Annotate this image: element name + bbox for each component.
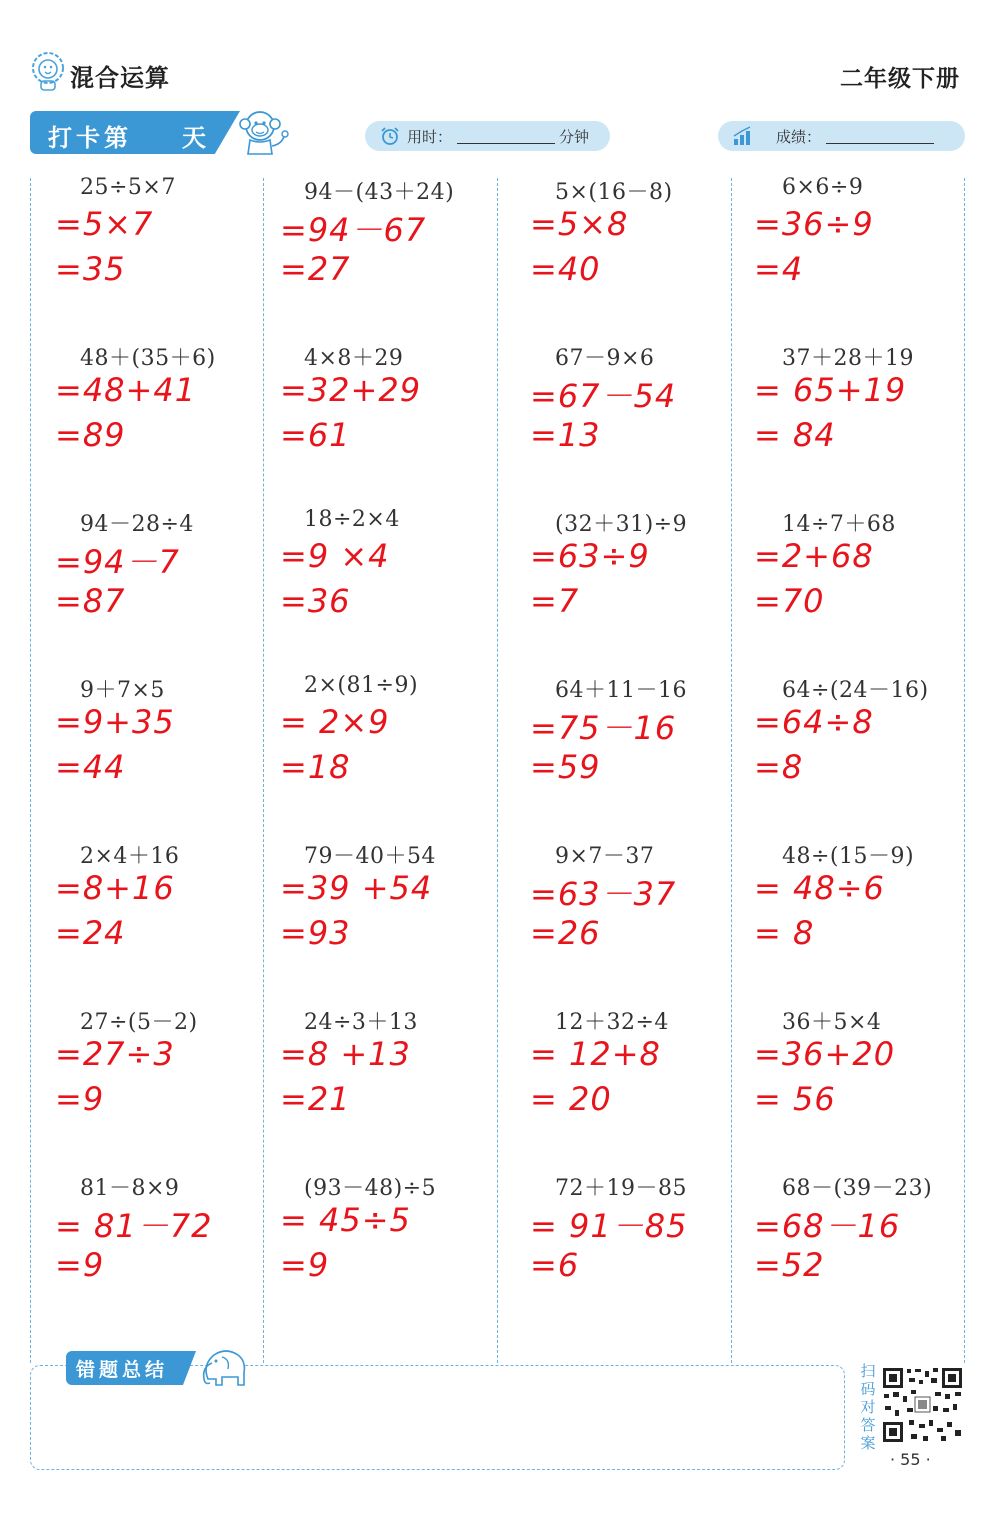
column-divider xyxy=(263,178,264,1363)
handwritten-answer-step: =75－16 xyxy=(530,709,677,747)
handwritten-answer-step: =13 xyxy=(530,416,601,454)
scan-for-answers-label: 扫码对答案 xyxy=(860,1362,876,1452)
handwritten-answer-step: =94－7 xyxy=(55,543,180,581)
problem-expression: 24÷3＋13 xyxy=(304,1010,418,1035)
handwritten-answer-step: =9 xyxy=(55,1080,105,1118)
handwritten-answer-step: =67－54 xyxy=(530,377,677,415)
score-blank xyxy=(826,143,934,144)
score-field xyxy=(718,121,965,151)
problem-expression: 2×(81÷9) xyxy=(304,673,419,698)
handwritten-answer-step: =21 xyxy=(280,1080,351,1118)
handwritten-answer-step: =63÷9 xyxy=(530,537,650,575)
problem-expression: 68－(39－23) xyxy=(782,1176,933,1201)
handwritten-answer-step: =27 xyxy=(280,250,351,288)
problem-expression: 64＋11－16 xyxy=(555,678,687,703)
handwritten-answer-step: =5×7 xyxy=(55,205,154,243)
problem-expression: 5×(16－8) xyxy=(555,180,673,205)
page-header xyxy=(30,48,965,98)
handwritten-answer-step: =59 xyxy=(530,748,601,786)
book-title: 混合运算 xyxy=(70,64,170,92)
problem-expression: 94－28÷4 xyxy=(80,512,194,537)
handwritten-answer-step: =27÷3 xyxy=(55,1035,175,1073)
day-suffix: 天 xyxy=(182,124,206,152)
problem-expression: 48÷(15－9) xyxy=(782,844,915,869)
handwritten-answer-step: =93 xyxy=(280,914,351,952)
handwritten-answer-step: =52 xyxy=(754,1246,825,1284)
score-label: 成绩： xyxy=(776,128,822,146)
handwritten-answer-step: =2+68 xyxy=(754,537,874,575)
handwritten-answer-step: =40 xyxy=(530,250,601,288)
problem-expression: 36＋5×4 xyxy=(782,1010,882,1035)
handwritten-answer-step: =94－67 xyxy=(280,211,427,249)
qr-code-icon[interactable] xyxy=(881,1366,964,1444)
handwritten-answer-step: =89 xyxy=(55,416,126,454)
problem-expression: 18÷2×4 xyxy=(304,507,400,532)
handwritten-answer-step: =63－37 xyxy=(530,875,677,913)
handwritten-answer-step: =18 xyxy=(280,748,351,786)
handwritten-answer-step: =7 xyxy=(530,582,580,620)
handwritten-answer-step: =8+16 xyxy=(55,869,175,907)
handwritten-answer-step: =48+41 xyxy=(55,371,197,409)
problem-expression: 27÷(5－2) xyxy=(80,1010,198,1035)
problem-expression: 37＋28＋19 xyxy=(782,346,914,371)
handwritten-answer-step: =8 +13 xyxy=(280,1035,411,1073)
monkey-icon xyxy=(232,106,290,160)
handwritten-answer-step: = 12+8 xyxy=(530,1035,661,1073)
problem-expression: 9＋7×5 xyxy=(80,678,165,703)
problem-expression: 67－9×6 xyxy=(555,346,655,371)
problem-expression: 12＋32÷4 xyxy=(555,1010,669,1035)
problem-expression: 64÷(24－16) xyxy=(782,678,929,703)
handwritten-answer-step: = 8 xyxy=(754,914,815,952)
handwritten-answer-step: =9+35 xyxy=(55,703,175,741)
handwritten-answer-step: =36 xyxy=(280,582,351,620)
column-divider xyxy=(497,178,498,1363)
handwritten-answer-step: =35 xyxy=(55,250,126,288)
handwritten-answer-step: =26 xyxy=(530,914,601,952)
handwritten-answer-step: =9 xyxy=(280,1246,330,1284)
problem-expression: 6×6÷9 xyxy=(782,175,864,200)
page-number: · 55 · xyxy=(890,1450,931,1469)
problem-expression: 81－8×9 xyxy=(80,1176,180,1201)
handwritten-answer-step: =70 xyxy=(754,582,825,620)
handwritten-answer-step: = 48÷6 xyxy=(754,869,885,907)
handwritten-answer-step: =32+29 xyxy=(280,371,422,409)
handwritten-answer-step: =8 xyxy=(754,748,804,786)
handwritten-answer-step: =87 xyxy=(55,582,126,620)
grade-label: 二年级下册 xyxy=(840,66,960,92)
problem-expression: (93－48)÷5 xyxy=(304,1176,437,1201)
problem-expression: 2×4＋16 xyxy=(80,844,180,869)
handwritten-answer-step: = 65+19 xyxy=(754,371,907,409)
handwritten-answer-step: = 45÷5 xyxy=(280,1201,411,1239)
handwritten-answer-step: = 20 xyxy=(530,1080,612,1118)
handwritten-answer-step: =44 xyxy=(55,748,126,786)
handwritten-answer-step: =36÷9 xyxy=(754,205,874,243)
time-field xyxy=(365,121,610,151)
column-divider xyxy=(731,178,732,1363)
problem-expression: 72＋19－85 xyxy=(555,1176,687,1201)
time-unit: 分钟 xyxy=(559,128,590,146)
handwritten-answer-step: =9 ×4 xyxy=(280,537,390,575)
handwritten-answer-step: =61 xyxy=(280,416,351,454)
problem-expression: 4×8＋29 xyxy=(304,346,404,371)
elephant-icon xyxy=(198,1345,252,1389)
handwritten-answer-step: =9 xyxy=(55,1246,105,1284)
problem-expression: 94－(43＋24) xyxy=(304,180,455,205)
column-border-left xyxy=(30,178,31,1363)
handwritten-answer-step: =36+20 xyxy=(754,1035,896,1073)
time-blank xyxy=(457,143,555,144)
problem-expression: 14÷7＋68 xyxy=(782,512,896,537)
mistake-summary-label: 错题总结 xyxy=(76,1359,169,1381)
lion-icon xyxy=(30,50,66,92)
handwritten-answer-step: = 2×9 xyxy=(280,703,390,741)
handwritten-answer-step: = 84 xyxy=(754,416,836,454)
handwritten-answer-step: =4 xyxy=(754,250,804,288)
day-label: 打卡第 xyxy=(48,124,132,152)
handwritten-answer-step: =24 xyxy=(55,914,126,952)
handwritten-answer-step: = 56 xyxy=(754,1080,836,1118)
handwritten-answer-step: =5×8 xyxy=(530,205,629,243)
handwritten-answer-step: = 91－85 xyxy=(530,1207,688,1245)
handwritten-answer-step: =68－16 xyxy=(754,1207,901,1245)
handwritten-answer-step: =64÷8 xyxy=(754,703,874,741)
problem-expression: 79－40＋54 xyxy=(304,844,436,869)
problem-expression: 48＋(35＋6) xyxy=(80,346,216,371)
column-border-right xyxy=(964,178,965,1363)
time-label: 用时： xyxy=(407,128,453,146)
handwritten-answer-step: =6 xyxy=(530,1246,580,1284)
problem-expression: 25÷5×7 xyxy=(80,175,176,200)
problem-expression: 9×7－37 xyxy=(555,844,655,869)
problem-expression: (32＋31)÷9 xyxy=(555,512,688,537)
handwritten-answer-step: = 81－72 xyxy=(55,1207,213,1245)
alarm-clock-icon xyxy=(379,126,401,146)
handwritten-answer-step: =39 +54 xyxy=(280,869,433,907)
bar-chart-icon xyxy=(732,126,754,146)
